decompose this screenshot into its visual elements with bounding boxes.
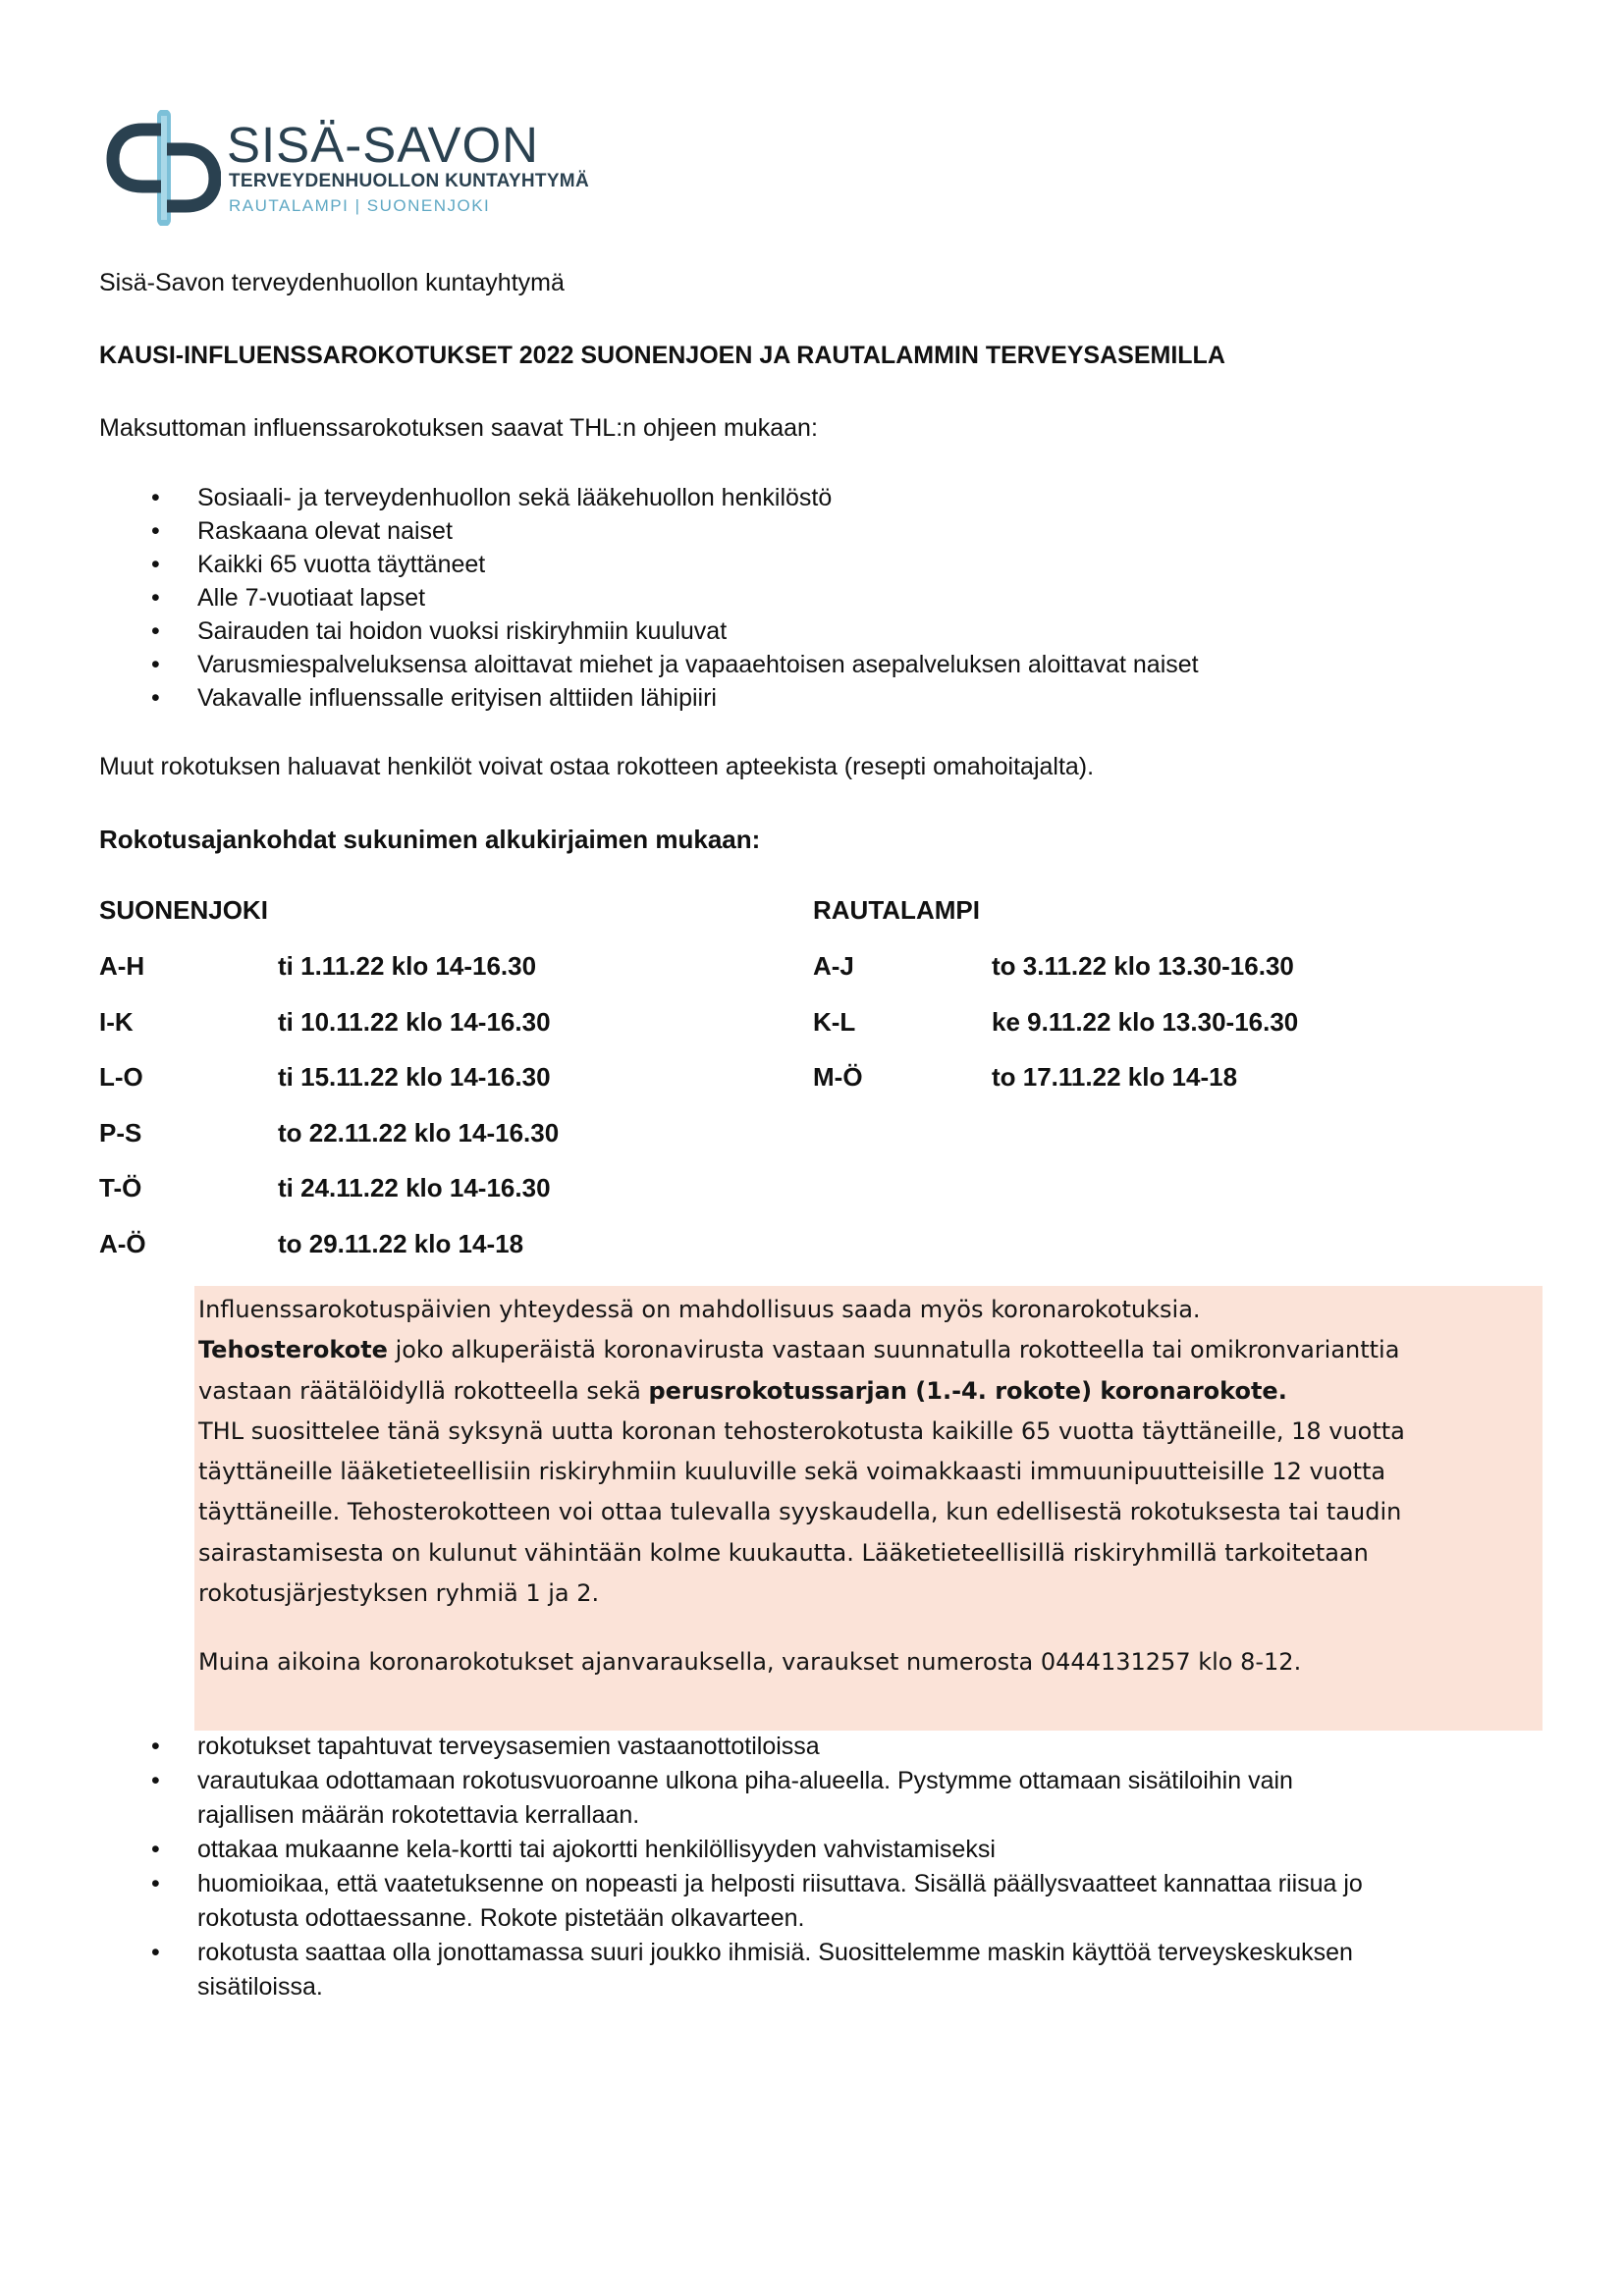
page-title: KAUSI-INFLUENSSAROKOTUKSET 2022 SUONENJOEN JA RAUTALAMMIN TERVEYSASEMILLA: [99, 342, 1225, 369]
organization-name: Sisä-Savon terveydenhuollon kuntayhtymä: [99, 269, 565, 296]
letter-range: A-Ö: [99, 1229, 146, 1258]
letter-range: P-S: [99, 1118, 142, 1148]
covid-line: täyttäneille. Tehosterokotteen voi ottaa tulevalla syyskaudella, kun edellisestä rokotuksesta tai taudin: [198, 1498, 1402, 1526]
list-item: [99, 1867, 1363, 1936]
schedule-heading: Rokotusajankohdat sukunimen alkukirjaimen mukaan:: [99, 825, 761, 854]
list-item-text: Alle 7-vuotiaat lapset: [197, 584, 426, 612]
logo-towns: RAUTALAMPI | SUONENJOKI: [229, 196, 491, 215]
covid-booster-label: Tehosterokote: [198, 1336, 388, 1364]
vaccination-time: to 22.11.22 klo 14-16.30: [278, 1118, 560, 1148]
list-item: [99, 681, 1199, 715]
list-item: [99, 614, 1199, 648]
logo-subtitle: TERVEYDENHUOLLON KUNTAYHTYMÄ: [229, 171, 589, 191]
covid-line-text: joko alkuperäistä koronavirusta vastaan suunnatulla rokotteella tai omikronvarianttia: [387, 1336, 1400, 1364]
covid-line: sairastamisesta on kulunut vähintään kolme kuukautta. Lääketieteellisillä riskiryhmillä tarkoitetaan: [198, 1538, 1369, 1567]
list-item: [99, 581, 1199, 614]
covid-line: [198, 1371, 1405, 1412]
organization-logo: [103, 110, 594, 228]
covid-primary-series-label: perusrokotussarjan (1.-4. rokote) koronarokote.: [648, 1376, 1287, 1405]
list-item: [99, 1936, 1363, 2004]
letter-range: K-L: [813, 1007, 856, 1037]
list-item-text: Sairauden tai hoidon vuoksi riskiryhmiin kuuluvat: [197, 617, 728, 645]
list-item-text: Sosiaali- ja terveydenhuollon sekä lääkehuollon henkilöstö: [197, 484, 833, 511]
list-item: [99, 1730, 1363, 1764]
list-item-text: huomioikaa, että vaatetuksenne on nopeasti ja helposti riisuttava. Sisällä päällysvaatteet kannattaa riisua jo: [197, 1870, 1363, 1897]
list-item-text: rajallisen määrän rokotettavia kerrallaan.: [197, 1801, 640, 1829]
vaccination-time: to 17.11.22 klo 14-18: [992, 1062, 1238, 1092]
others-note: Muut rokotuksen haluavat henkilöt voivat ostaa rokotteen apteekista (resepti omahoitajalta).: [99, 753, 1095, 780]
vaccination-time: ke 9.11.22 klo 13.30-16.30: [992, 1007, 1299, 1037]
bullet-icon: •: [151, 1767, 160, 1794]
letter-range: T-Ö: [99, 1173, 142, 1202]
suonenjoki-schedule: [99, 895, 737, 1268]
covid-line: THL suosittelee tänä syksynä uutta koronan tehosterokotusta kaikille 65 vuotta täyttäneille, 18 vuotta: [198, 1416, 1405, 1445]
covid-line: Influenssarokotuspäivien yhteydessä on mahdollisuus saada myös koronarokotuksia.: [198, 1296, 1201, 1323]
list-item-text: ottakaa mukaanne kela-kortti tai ajokortti henkilöllisyyden vahvistamiseksi: [197, 1836, 996, 1863]
letter-range: A-H: [99, 951, 145, 981]
list-item-text: sisätiloissa.: [197, 1973, 323, 2001]
bullet-icon: •: [151, 484, 160, 511]
suonenjoki-heading: SUONENJOKI: [99, 895, 268, 925]
vaccination-time: ti 1.11.22 klo 14-16.30: [278, 951, 537, 981]
list-item-text: Raskaana olevat naiset: [197, 517, 453, 545]
vaccination-time: to 3.11.22 klo 13.30-16.30: [992, 951, 1294, 981]
covid-line-text: vastaan räätälöidyllä rokotteella sekä: [198, 1376, 649, 1405]
logo-name: SISÄ-SAVON: [227, 117, 539, 173]
list-item-text: rokotukset tapahtuvat terveysasemien vastaanottotiloissa: [197, 1733, 820, 1760]
eligible-list: [99, 481, 1199, 715]
list-item-text: rokotusta saattaa olla jonottamassa suuri joukko ihmisiä. Suosittelemme maskin käyttöä terveyskeskuksen: [197, 1939, 1353, 1966]
bullet-icon: •: [151, 684, 160, 712]
list-item: [99, 1764, 1363, 1833]
vaccination-time: to 29.11.22 klo 14-18: [278, 1229, 524, 1258]
covid-info-text: [198, 1290, 1405, 1614]
vaccination-time: ti 24.11.22 klo 14-16.30: [278, 1173, 551, 1202]
list-item-text: varautukaa odottamaan rokotusvuoroanne ulkona piha-alueella. Pystymme ottamaan sisätiloihin vain: [197, 1767, 1293, 1794]
covid-info-box: [194, 1286, 1543, 1731]
covid-line: rokotusjärjestyksen ryhmiä 1 ja 2.: [198, 1579, 600, 1608]
list-item-text: Varusmiespalveluksensa aloittavat miehet ja vapaaehtoisen asepalveluksen aloittavat naiset: [197, 651, 1199, 678]
bullet-icon: •: [151, 1939, 160, 1966]
instructions-list: [99, 1730, 1363, 2004]
bullet-icon: •: [151, 617, 160, 645]
list-item-text: Kaikki 65 vuotta täyttäneet: [197, 551, 486, 578]
letter-range: A-J: [813, 951, 854, 981]
bullet-icon: •: [151, 584, 160, 612]
logo-symbol-icon: [103, 110, 221, 226]
bullet-icon: •: [151, 551, 160, 578]
list-item: [99, 1833, 1363, 1867]
bullet-icon: •: [151, 1733, 160, 1760]
letter-range: L-O: [99, 1062, 143, 1092]
bullet-icon: •: [151, 651, 160, 678]
list-item: [99, 648, 1199, 681]
covid-other-times: Muina aikoina koronarokotukset ajanvarauksella, varaukset numerosta 0444131257 klo 8-12.: [198, 1648, 1302, 1676]
list-item: [99, 481, 1199, 514]
list-item-text: Vakavalle influenssalle erityisen alttiiden lähipiiri: [197, 684, 717, 712]
rautalampi-schedule: [813, 895, 1451, 1092]
letter-range: I-K: [99, 1007, 134, 1037]
bullet-icon: •: [151, 1836, 160, 1863]
vaccination-time: ti 15.11.22 klo 14-16.30: [278, 1062, 551, 1092]
intro-text: Maksuttoman influenssarokotuksen saavat THL:n ohjeen mukaan:: [99, 414, 818, 442]
list-item: [99, 514, 1199, 548]
vaccination-time: ti 10.11.22 klo 14-16.30: [278, 1007, 551, 1037]
letter-range: M-Ö: [813, 1062, 863, 1092]
bullet-icon: •: [151, 1870, 160, 1897]
list-item: [99, 548, 1199, 581]
covid-line: [198, 1330, 1405, 1370]
list-item-text: rokotusta odottaessanne. Rokote pistetään olkavarteen.: [197, 1904, 805, 1932]
covid-line: täyttäneille lääketieteellisiin riskiryhmiin kuuluville sekä voimakkaasti immuunipuutteisille 12 vuotta: [198, 1458, 1386, 1486]
bullet-icon: •: [151, 517, 160, 545]
rautalampi-heading: RAUTALAMPI: [813, 895, 980, 925]
